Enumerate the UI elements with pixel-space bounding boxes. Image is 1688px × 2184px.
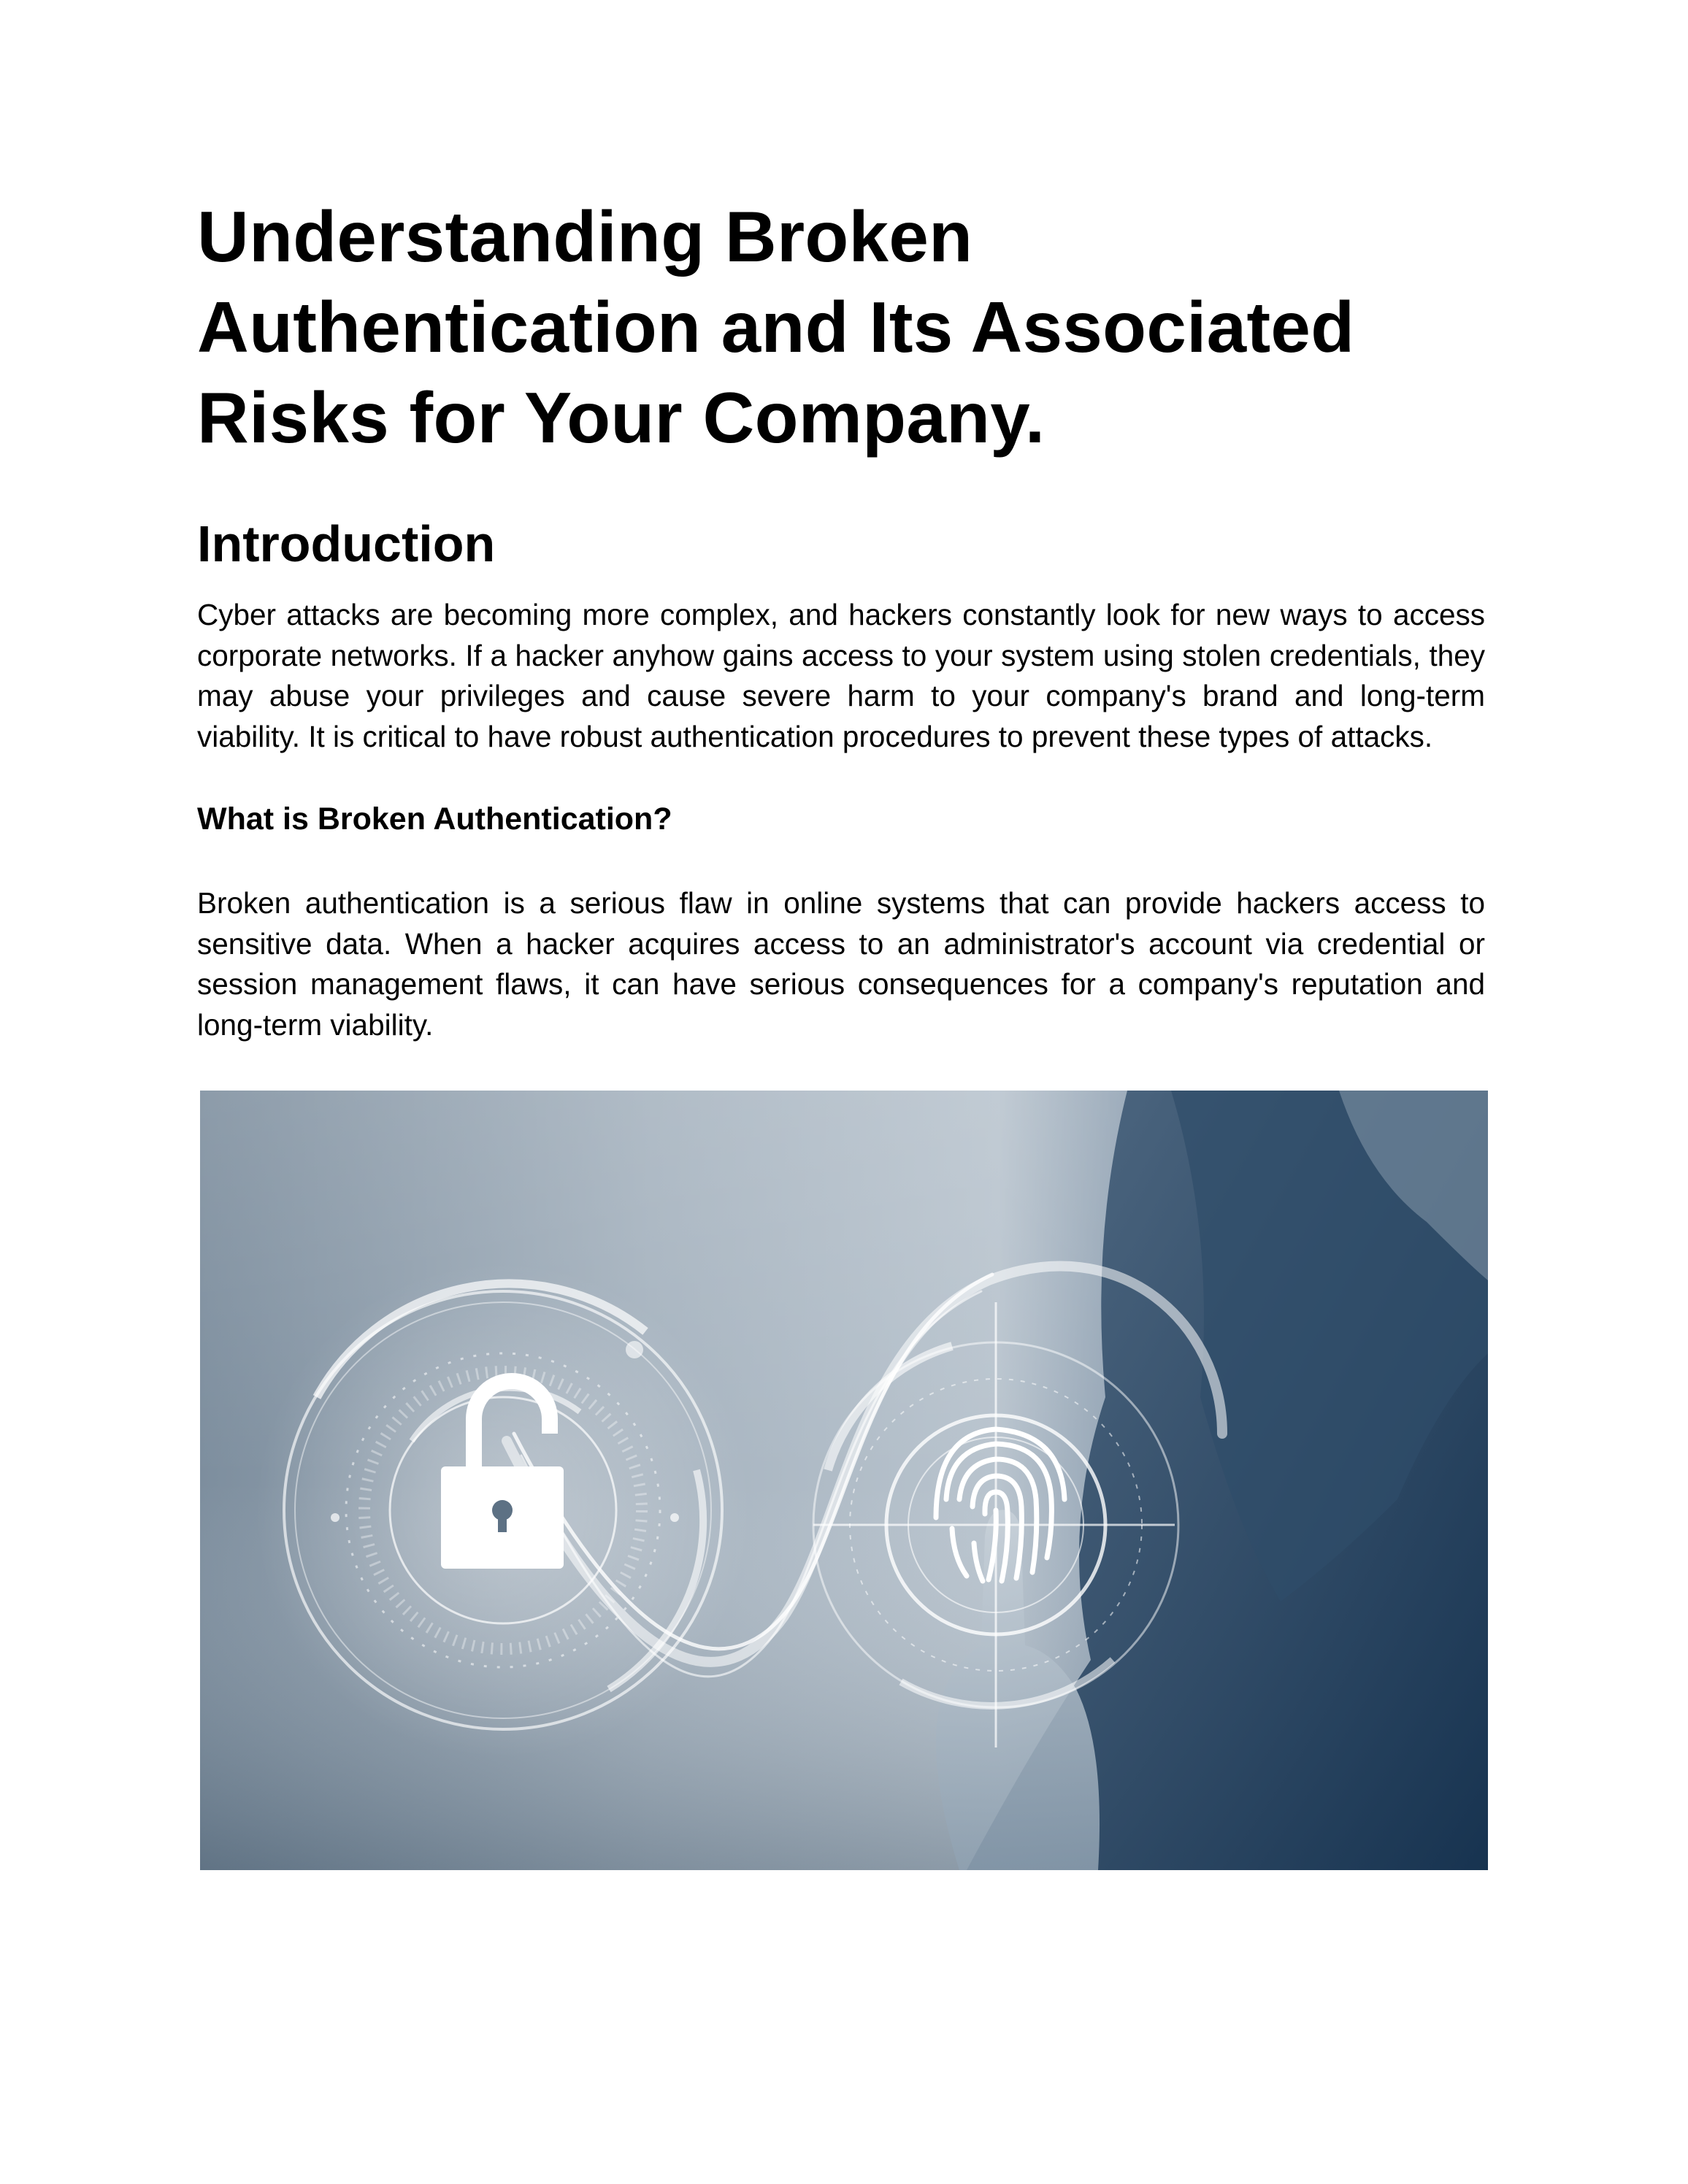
section-heading-broken-authentication: What is Broken Authentication? [197,801,672,837]
section-heading-introduction: Introduction [197,515,496,572]
illustration-graphic [200,1091,1488,1870]
authentication-illustration [200,1091,1488,1870]
document-title: Understanding Broken Authentication and Its Associated Risks for Your Company. [197,196,1355,458]
introduction-paragraph: Cyber attacks are becoming more complex, and hackers constantly look for new ways to access corporate networks. If a hacker anyhow gains access to your system using stolen credentials, they may abuse your privileges and cause severe harm to your company's brand and long-term viability. It is critical to have robust authentication procedures to prevent these types of attacks. [197,598,1485,753]
document-page [197,0,1485,2184]
broken-authentication-paragraph: Broken authentication is a serious flaw in online systems that can provide hackers access to sensitive data. When a hacker acquires access to an administrator's account via credential or session management flaws, it can have serious consequences for a company's reputation and long-term viability. [197,886,1485,1042]
